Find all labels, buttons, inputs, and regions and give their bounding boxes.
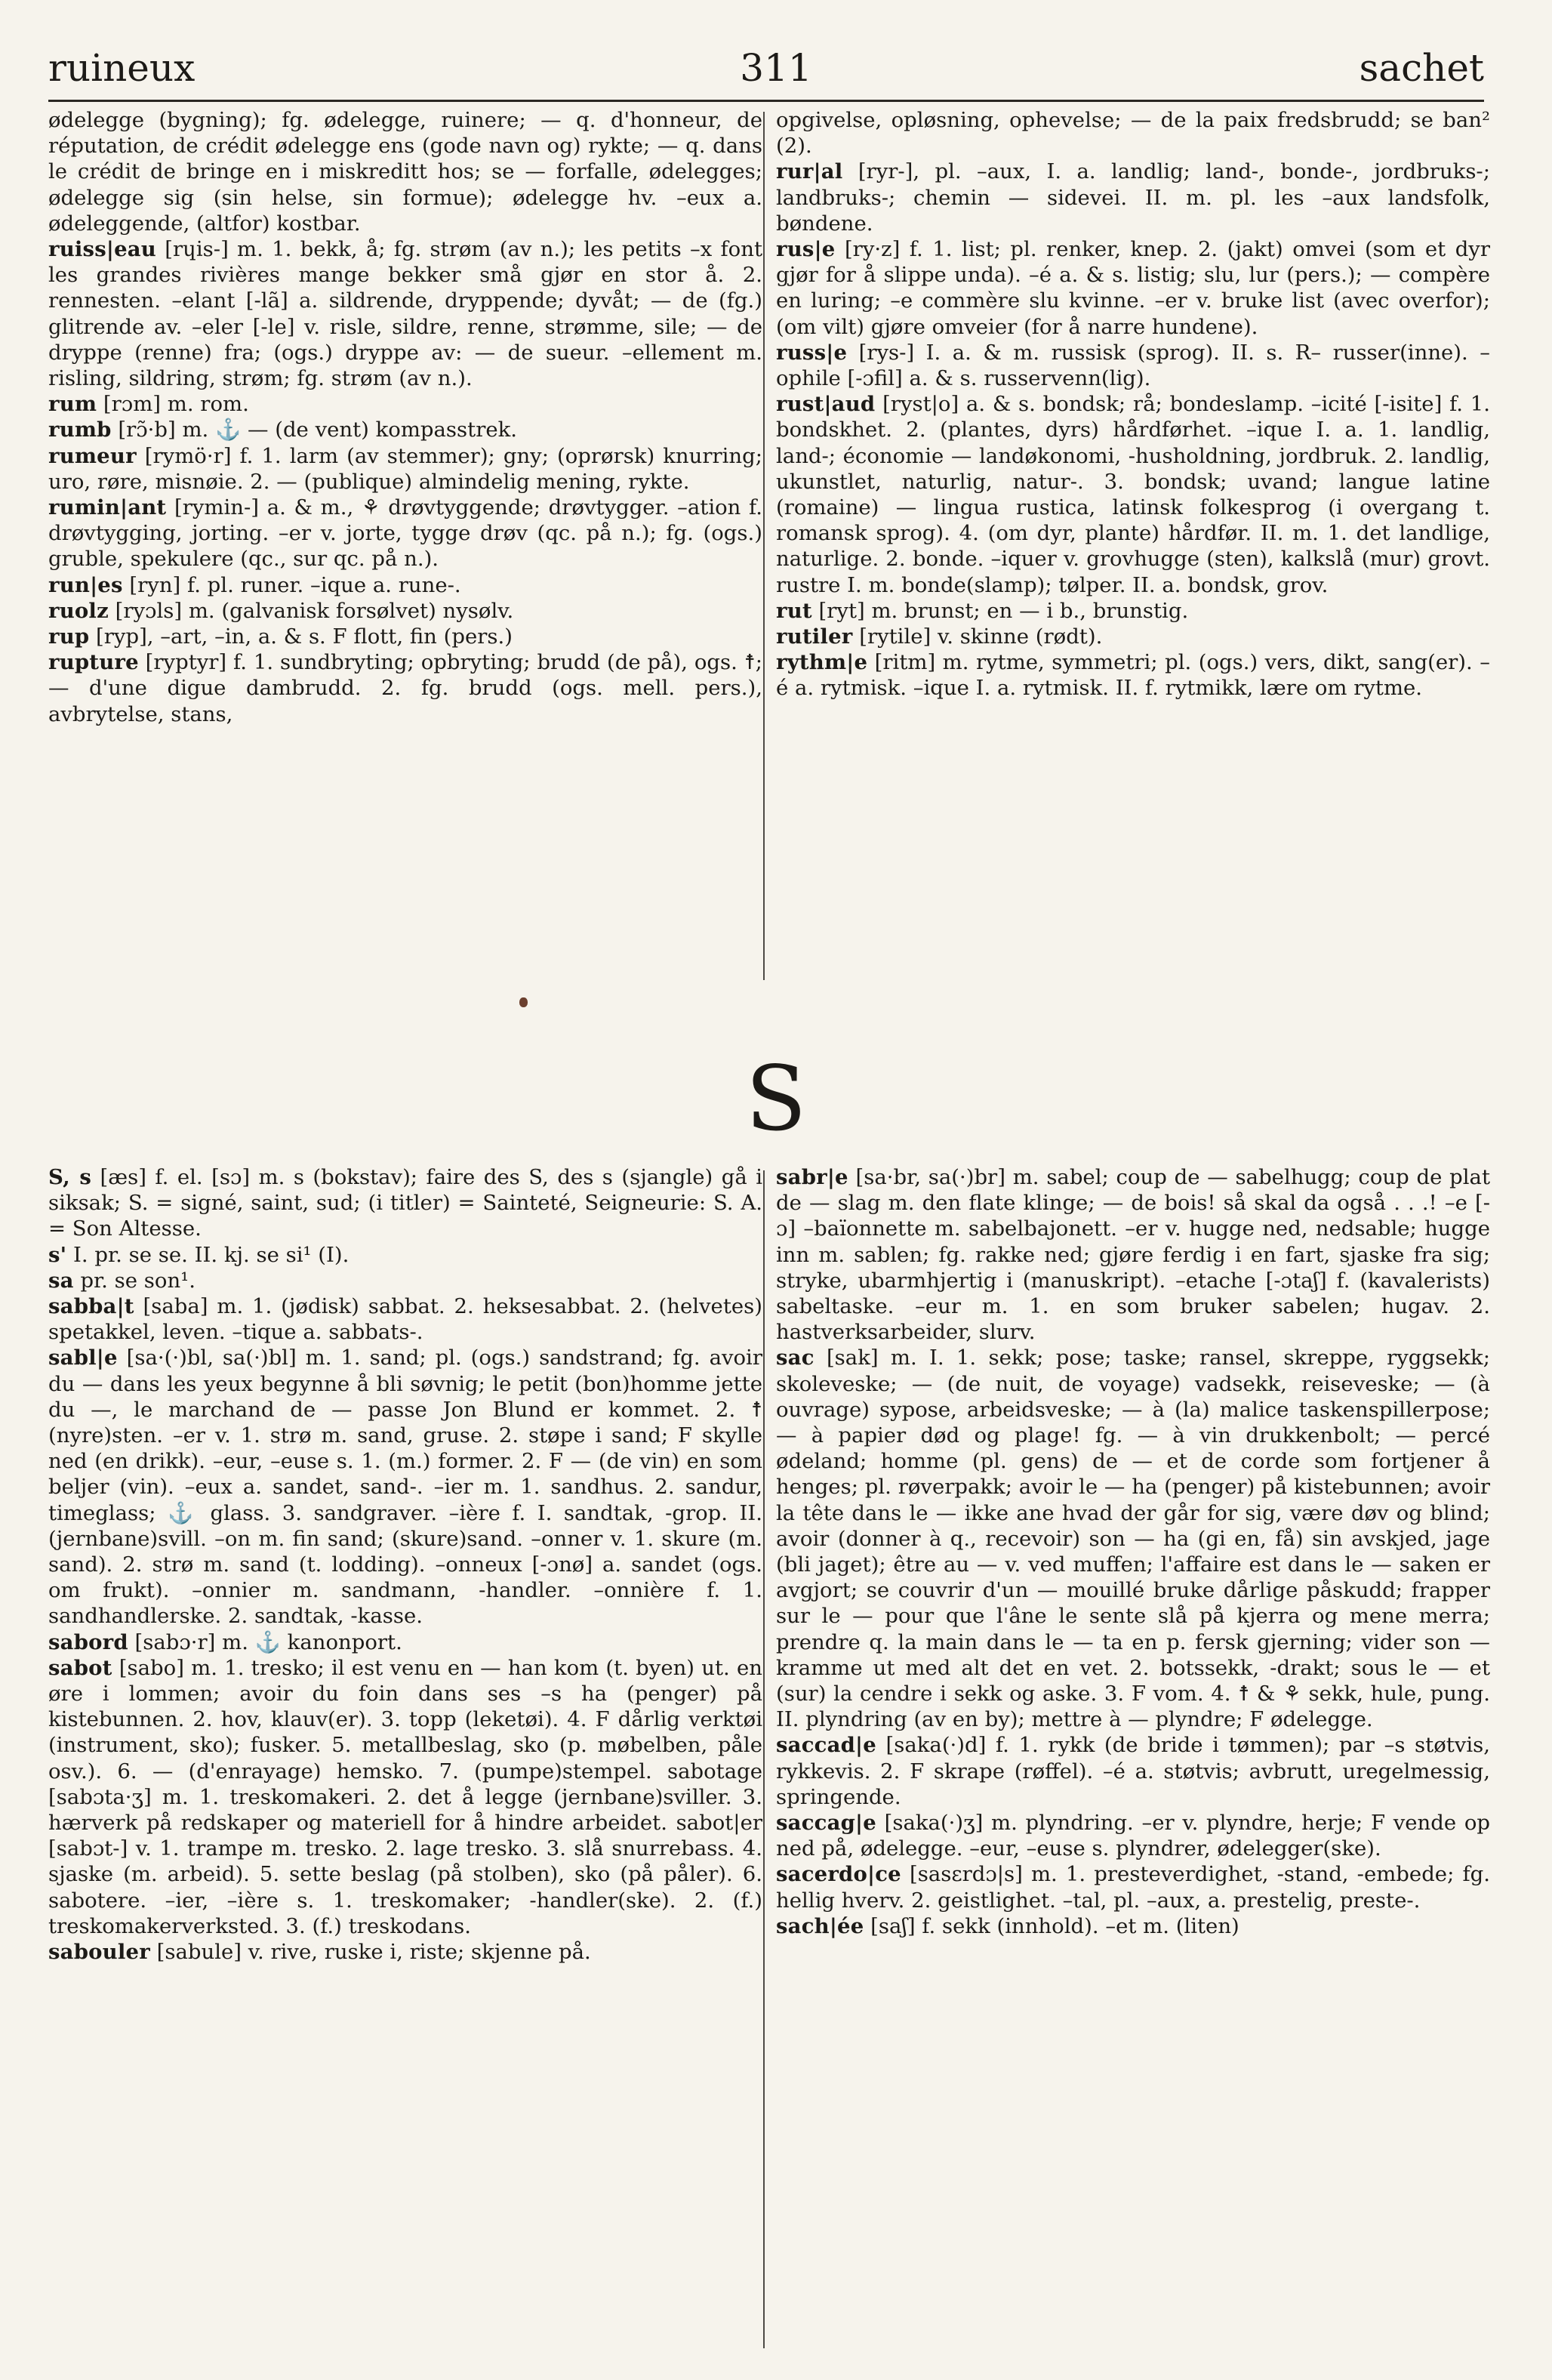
dictionary-entry: [48, 391, 762, 417]
dictionary-entry: [776, 107, 1490, 159]
headword: ruiss|eau: [48, 237, 157, 262]
headword: sabba|t: [48, 1294, 134, 1319]
dictionary-entry: [48, 1164, 762, 1242]
entry-text: [ryptyr] f. 1. sundbryting; opbryting; brudd (de på), ogs. ☨; — d'une digue dambrudd. 2. fg. brudd (ogs. mell. pers.), avbrytelse, stans,: [48, 650, 762, 726]
headword: sa: [48, 1268, 74, 1293]
entry-text: [sabo] m. 1. tresko; il est venu en — han kom (t. byen) ut. en øre i lommen; avoir du foin dans ses –s ha (penger) på kistebunnen. 2. hov, klauv(er). 3. topp (leketøi). 4. F dårlig verktøi (instrument, sko); fusker. 5. metallbeslag, sko (p. møbelben, påle osv.). 6. — (d'enrayage) hemsko. 7. (pumpe)stempel. sabotage [sabɔta·ʒ] m. 1. treskomakeri. 2. det å legge (jernbane)sviller. 3. hærverk på redskaper og materiell for å hindre arbeidet. sabot|er [sabɔt-] v. 1. trampe m. tresko. 2. lage tresko. 3. slå snurrebass. 4. sjaske (m. arbeid). 5. sette beslag (på stolben), sko (på påler). 6. sabotere. –ier, –ière s. 1. treskomaker; -handler(ske). 2. (f.) treskomakerverksted. 3. (f.) treskodans.: [48, 1655, 762, 1938]
entry-text: [ryɔls] m. (galvanisk forsølvet) nysølv.: [108, 598, 514, 623]
entry-text: [sasɛrdɔ|s] m. 1. presteverdighet, -stand, -embede; fg. hellig hverv. 2. geistlighet. –tal, pl. –aux, a. prestelig, preste-.: [776, 1862, 1490, 1913]
dictionary-entry: [776, 1861, 1490, 1913]
entry-text: [ry·z] f. 1. list; pl. renker, knep. 2. (jakt) omvei (som et dyr gjør for å slippe unda). –é a. & s. listig; slu, lur (pers.); — compère en luring; –e commère slu kvinne. –er v. bruke list (avec overfor); (om vilt) gjøre omveier (for å narre hundene).: [776, 237, 1490, 339]
entry-text: [sa·br, sa(·)br] m. sabel; coup de — sabelhugg; coup de plat de — slag m. den flate klinge; — de bois! så skal da også . . .! –e [-ɔ] –baïonnette m. sabelbajonett. –er v. hugge ned, nedsable; hugge inn m. sablen; fg. rakke ned; gjøre ferdig i en fart, sjaske fra sig; stryke, ubarmhjertig i (manuskript). –etache [-ɔtaʃ] f. (kavalerists) sabeltaske. –eur m. 1. en som bruker sabelen; hugav. 2. hastverksarbeider, slurv.: [776, 1165, 1490, 1345]
dictionary-entry: [48, 1293, 762, 1345]
entry-text: [sak] m. I. 1. sekk; pose; taske; ransel, skreppe, ryggsekk; skoleveske; — (de nuit, de voyage) vadsekk, reiseveske; — (à ouvrage) sypose, arbeidsveske; — à (la) malice taskenspillerpose; — à papier død og plage! fg. — à vin drukkenbolt; — percé ødeland; homme (pl. gens) de — et de corde som fortjener å henges; pl. røverpakk; avoir le — ha (penger) på kistebunnen; avoir la tête dans le — ikke ane hvad der går for sig, være døv og blind; avoir (donner à q., recevoir) son — ha (gi en, få) sin avskjed, jage (bli jaget); être au — v. ved muffen; l'affaire est dans le — saken er avgjort; se couvrir d'un — mouillé bruke dårlige påskudd; frapper sur le — pour que l'âne le sente slå på kjerra og mene merra; prendre q. la main dans le — ta en p. fersk gjerning; vider son — kramme ut med alt det en vet. 2. botssekk, -drakt; sous le — et (sur) la cendre i sekk og aske. 3. F vom. 4. ☨ & ⚘ sekk, hule, pung. II. plyndring (av en by); mettre à — plyndre; F ødelegge.: [776, 1346, 1490, 1732]
dictionary-entry: [48, 107, 762, 236]
dictionary-entry: [776, 340, 1490, 391]
entry-text: [ryt] m. brunst; en — i b., brunstig.: [811, 598, 1189, 623]
entry-text: [rymö·r] f. 1. larm (av stemmer); gny; (oprørsk) knurring; uro, røre, misnøie. 2. — (publique) almindelig mening, rykte.: [48, 443, 762, 494]
dictionary-entry: [48, 1242, 762, 1268]
headword: saccad|e: [776, 1733, 876, 1758]
headword: rumeur: [48, 443, 137, 468]
entry-text: opgivelse, opløsning, ophevelse; — de la paix fredsbrudd; se ban² (2).: [776, 108, 1490, 159]
headword: rup: [48, 624, 90, 649]
entry-text: [rɔ̃·b] m. ⚓ — (de vent) kompasstrek.: [111, 418, 518, 442]
dictionary-entry: [48, 624, 762, 649]
dictionary-entry: [48, 1345, 762, 1629]
entry-text: [ryr-], pl. –aux, I. a. landlig; land-, bonde-, jordbruks-; landbruks-; chemin — sidevei. II. m. pl. les –aux landsfolk, bøndene.: [776, 159, 1490, 236]
headword: sabord: [48, 1629, 128, 1654]
dictionary-entry: [48, 1655, 762, 1939]
dictionary-entry: [776, 391, 1490, 598]
entry-text: [sabɔ·r] m. ⚓ kanonport.: [128, 1629, 402, 1654]
header-last-word: sachet: [1359, 46, 1484, 90]
entry-text: [saka(·)d] f. 1. rykk (de bride i tømmen); par –s støtvis, rykkevis. 2. F skrape (røffel). –é a. støtvis; avbrutt, uregelmessig, springende.: [776, 1733, 1490, 1809]
column-top-right: [776, 107, 1490, 701]
headword: sac: [776, 1346, 814, 1370]
dictionary-entry: [48, 495, 762, 572]
headword: saccag|e: [776, 1811, 876, 1836]
entry-text: [ryp], –art, –in, a. & s. F flott, fin (pers.): [89, 624, 513, 649]
entry-text: [saʃ] f. sekk (innhold). –et m. (liten): [864, 1913, 1239, 1938]
column-bottom-right: [776, 1164, 1490, 1939]
dictionary-entry: [776, 649, 1490, 701]
entry-text: ødelegge (bygning); fg. ødelegge, ruinere; — q. d'honneur, de réputation, de crédit ødelegge ens (gode navn og) rykte; — q. dans le crédit de bringe en i miskreditt hos; se — forfalle, ødelegges; ødelegge sig (sin helse, sin formue); ødelegge hv. –eux a. ødeleggende, (altfor) kostbar.: [48, 108, 762, 236]
dictionary-entry: [776, 1810, 1490, 1861]
entry-text: [rymin-] a. & m., ⚘ drøvtyggende; drøvtygger. –ation f. drøvtygging, jorting. –er v. jorte, tygge drøv (qc. på n.); fg. (ogs.) gruble, spekulere (qc., sur qc. på n.).: [48, 495, 762, 572]
headword: rut: [776, 598, 812, 623]
dictionary-entry: [48, 649, 762, 727]
header-first-word: ruineux: [48, 46, 196, 90]
column-divider-top: [763, 112, 765, 980]
entry-text: [rɥis-] m. 1. bekk, å; fg. strøm (av n.); les petits –x font les grandes rivières mange bekker små gjør en stor å. 2. rennesten. –elant [-lã] a. sildrende, dryppende; dyvåt; — de (fg.) glitrende av. –eler [-le] v. risle, sildre, renne, strømme, sile; — de dryppe (renne) fra; (ogs.) dryppe av: — de sueur. –ellement m. risling, sildring, strøm; fg. strøm (av n.).: [48, 237, 762, 391]
entry-text: [sabule] v. rive, ruske i, riste; skjenne på.: [149, 1940, 591, 1965]
dictionary-entry: [776, 1732, 1490, 1810]
headword: russ|e: [776, 340, 848, 365]
dictionary-entry: [776, 1913, 1490, 1939]
headword: S, s: [48, 1165, 92, 1189]
dictionary-entry: [776, 1164, 1490, 1345]
dictionary-entry: [48, 236, 762, 391]
dictionary-entry: [48, 598, 762, 624]
entry-text: [rys-] I. a. & m. russisk (sprog). II. s. R– russer(inne). –ophile [-ɔfil] a. & s. russervenn(lig).: [776, 340, 1490, 391]
section-letter: S: [745, 1047, 807, 1151]
column-bottom-left: [48, 1164, 762, 1965]
headword: sach|ée: [776, 1913, 864, 1938]
entry-text: I. pr. se se. II. kj. se si¹ (I).: [66, 1242, 350, 1267]
dictionary-entry: [48, 443, 762, 495]
headword: run|es: [48, 572, 123, 597]
headword: sacerdo|ce: [776, 1862, 901, 1887]
headword: rus|e: [776, 237, 836, 262]
dictionary-entry: [48, 572, 762, 598]
headword: rur|al: [776, 159, 843, 184]
headword: rum: [48, 392, 97, 417]
dictionary-entry: [776, 598, 1490, 624]
dictionary-entry: [776, 236, 1490, 340]
entry-text: [æs] f. el. [sɔ] m. s (bokstav); faire des S, des s (sjangle) gå i siksak; S. = signé, saint, sud; (i titler) = Sainteté, Seigneurie: S. A. = Son Altesse.: [48, 1165, 762, 1241]
headword: sabouler: [48, 1940, 150, 1965]
dictionary-entry: [776, 1345, 1490, 1732]
headword: rupture: [48, 650, 139, 675]
headword: rumb: [48, 418, 112, 442]
column-divider-bottom: [763, 1170, 765, 2348]
headword: rutiler: [776, 624, 853, 649]
dictionary-entry: [776, 159, 1490, 236]
entry-text: [ritm] m. rytme, symmetri; pl. (ogs.) vers, dikt, sang(er). –é a. rytmisk. –ique I. a. rytmisk. II. f. rytmikk, lære om rytme.: [776, 650, 1490, 701]
dictionary-entry: [48, 1268, 762, 1293]
column-top-left: [48, 107, 762, 727]
entry-text: pr. se son¹.: [73, 1268, 196, 1293]
header-rule: [48, 100, 1484, 102]
headword: rust|aud: [776, 392, 876, 417]
headword: sabot: [48, 1655, 112, 1680]
dictionary-entry: [48, 417, 762, 442]
entry-text: [ryn] f. pl. runer. –ique a. rune-.: [122, 572, 461, 597]
ink-spot: [519, 997, 528, 1007]
entry-text: [ryst|o] a. & s. bondsk; rå; bondeslamp. –icité [-isite] f. 1. bondskhet. 2. (plantes, dyrs) hårdførhet. –ique I. a. 1. landlig, land-; économie — landøkonomi, -husholdning, jordbruk. 2. landlig, ukunstlet, naturlig, natur-. 3. bondsk; uvand; langue latine (romaine) — lingua rustica, latinsk folkesprog (i overgang t. romansk sprog). 4. (om dyr, plante) hårdfør. II. m. 1. det landlige, naturlige. 2. bonde. –iquer v. grovhugge (sten), kalkslå (mur) grovt. rustre I. m. bonde(slamp); tølper. II. a. bondsk, grov.: [776, 392, 1490, 597]
headword: rumin|ant: [48, 495, 167, 520]
entry-text: [rɔm] m. rom.: [97, 392, 249, 417]
headword: sabr|e: [776, 1165, 848, 1189]
headword: rythm|e: [776, 650, 868, 675]
headword: sabl|e: [48, 1346, 118, 1370]
entry-text: [saka(·)ʒ] m. plyndring. –er v. plyndre, herje; F vende op ned på, ødelegge. –eur, –euse s. plyndrer, ødelegger(ske).: [776, 1811, 1490, 1861]
dictionary-entry: [48, 1629, 762, 1655]
entry-text: [sa·(·)bl, sa(·)bl] m. 1. sand; pl. (ogs.) sandstrand; fg. avoir du — dans les yeux begynne å bli søvnig; le petit (bon)homme jette du —, le marchand de — passe Jon Blund er kommet. 2. ☨ (nyre)sten. –er v. 1. strø m. sand, gruse. 2. støpe i sand; F skylle ned (en drikk). –eur, –euse s. 1. (m.) former. 2. F — (de vin) en som beljer (vin). –eux a. sandet, sand-. –ier m. 1. sandhus. 2. sandur, timeglass; ⚓ glass. 3. sandgraver. –ière f. I. sandtak, -grop. II. (jernbane)svill. –on m. fin sand; (skure)sand. –onner v. 1. skure (m. sand). 2. strø m. sand (t. lodding). –onneux [-ɔnø] a. sandet (ogs. om frukt). –onnier m. sandmann, -handler. –onnière f. 1. sandhandlerske. 2. sandtak, -kasse.: [48, 1346, 762, 1629]
headword: s': [48, 1242, 67, 1267]
headword: ruolz: [48, 598, 109, 623]
dictionary-entry: [776, 624, 1490, 649]
entry-text: [saba] m. 1. (jødisk) sabbat. 2. heksesabbat. 2. (helvetes) spetakkel, leven. –tique a. sabbats-.: [48, 1294, 762, 1345]
entry-text: [rytile] v. skinne (rødt).: [852, 624, 1103, 649]
page-number: 311: [740, 46, 812, 90]
dictionary-entry: [48, 1939, 762, 1965]
